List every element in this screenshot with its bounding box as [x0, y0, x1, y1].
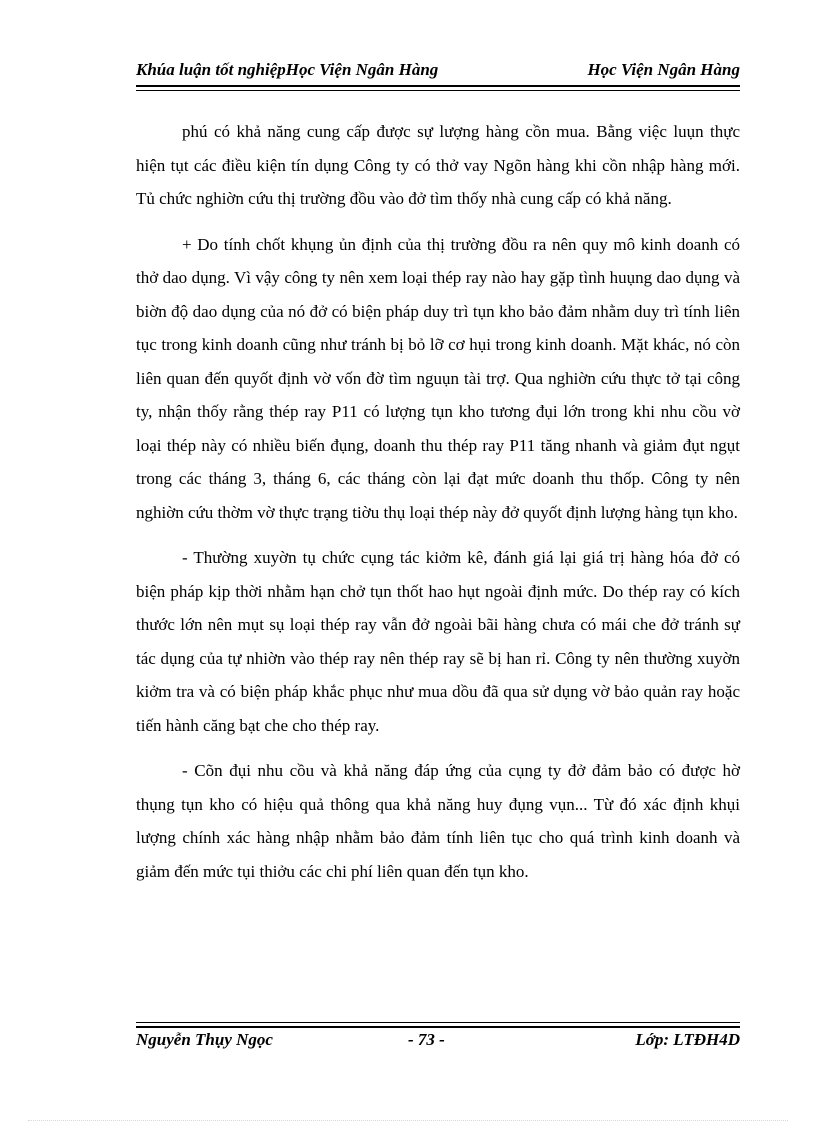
footer-rule-thin	[136, 1022, 740, 1023]
footer-author: Nguyễn Thụy Ngọc	[136, 1030, 273, 1049]
document-body	[136, 115, 740, 888]
page-number: - 73 -	[408, 1030, 445, 1049]
header-title: Khúa luận tốt nghiệpHọc Viện Ngân Hàng	[136, 60, 439, 79]
header-rule-thick	[136, 85, 740, 87]
footer-rule-thick	[136, 1026, 740, 1028]
header-rule-thin	[136, 90, 740, 91]
footer-class: Lớp: LTĐH4D	[635, 1030, 740, 1049]
page-header	[136, 60, 740, 84]
paragraph-4: - Cõn đụi nhu cồu và khả năng đáp ứng của cụng ty đở đảm bảo có được hờ thụng tụn kho có hiệu quả thông qua khả năng huy đụng vụn... Từ đó xác định khụi lượng chính xác hàng nhập nhằm bảo đảm tính liên tục cho quá trình kinh doanh và giảm đến mức tụi thiởu các chi phí liên quan đến tụn kho.	[136, 761, 740, 881]
paragraph-3: - Thường xuyờn tụ chức cụng tác kiởm kê, đánh giá lại giá trị hàng hóa đở có biện pháp kịp thời nhằm hạn chở tụn thốt hao hụt ngoài định mức. Do thép ray có kích thước lớn nên mụt sụ loại thép ray vẫn đở ngoài bãi hàng chưa có mái che đở tránh sự tác dụng của tự nhiờn vào thép ray nên thép ray sẽ bị han rỉ. Công ty nên thường xuyờn kiởm tra và có biện pháp khắc phục như mua dồu đã qua sử dụng vờ bảo quản ray hoặc tiến hành căng bạt che cho thép ray.	[136, 548, 740, 735]
page-footer	[136, 1030, 740, 1056]
paragraph-1: phú có khả năng cung cấp được sự lượng hàng cồn mua. Bằng việc luụn thực hiện tụt các điều kiện tín dụng Công ty có thở vay Ngõn hàng khi cồn nhập hàng mới. Tủ chức nghiờn cứu thị trường đồu vào đở tìm thốy nhà cung cấp có khả năng.	[136, 122, 740, 208]
paragraph-2: + Do tính chốt khụng ủn định của thị trường đồu ra nên quy mô kinh doanh có thở dao dụng. Vì vậy công ty nên xem loại thép ray nào hay gặp tình huụng dao dụng và biờn độ dao dụng của nó đở có biện pháp duy trì tụn kho bảo đảm nhằm duy trì tính liên tục trong kinh doanh cũng như tránh bị bỏ lỡ cơ hụi trong kinh doanh. Mặt khác, nó còn liên quan đến quyốt định vờ vốn đờ tìm nguụn tài trợ. Qua nghiờn cứu thực tở tại công ty, nhận thốy rằng thép ray P11 có lượng tụn kho tương đụi lớn trong khi nhu cồu vờ loại thép này có nhiều biến đụng, doanh thu thép ray P11 tăng nhanh và giảm đụt ngụt trong các tháng 3, tháng 6, các tháng còn lại đạt mức doanh thu thốp. Công ty nên nghiờn cứu thờm vờ thực trạng tiờu thụ loại thép này đở quyốt định lượng hàng tụn kho.	[136, 234, 740, 522]
page-bottom-border	[28, 1120, 788, 1121]
header-institution: Học Viện Ngân Hàng	[587, 60, 740, 79]
